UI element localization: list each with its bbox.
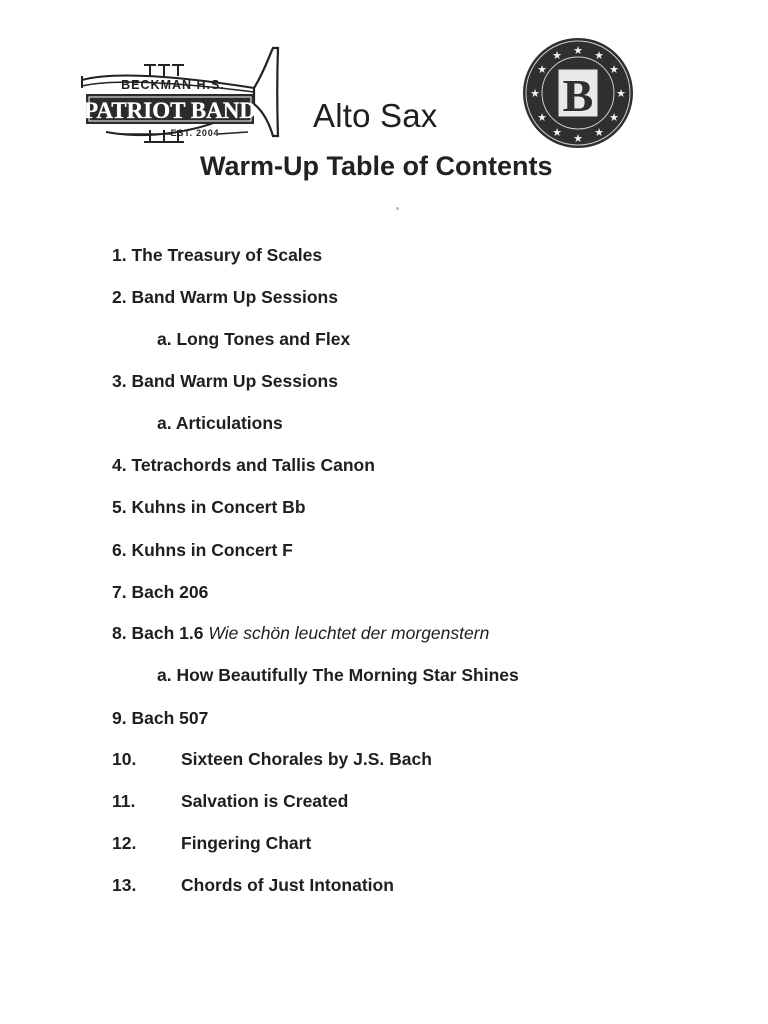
svg-text:★: ★ (573, 132, 583, 145)
toc-item-italic-title: Wie schön leuchtet der morgenstern (208, 623, 490, 643)
svg-text:★: ★ (552, 49, 562, 62)
svg-text:★: ★ (537, 63, 547, 76)
svg-text:★: ★ (594, 49, 604, 62)
toc-item: 4. Tetrachords and Tallis Canon (112, 455, 375, 475)
toc-item: 7. Bach 206 (112, 582, 209, 602)
svg-text:★: ★ (530, 87, 540, 100)
toc-subitem: a. Long Tones and Flex (157, 329, 351, 349)
svg-text:★: ★ (537, 111, 547, 124)
toc-item: 9. Bach 507 (112, 708, 209, 728)
logo-est-text: EST. 2004 (170, 128, 220, 138)
svg-text:★: ★ (609, 63, 619, 76)
page-subtitle: Warm-Up Table of Contents (200, 151, 553, 181)
svg-text:★: ★ (609, 111, 619, 124)
toc-item: 12. Fingering Chart (112, 833, 312, 853)
svg-text:★: ★ (552, 126, 562, 139)
seal-letter: B (562, 70, 594, 121)
svg-text:★: ★ (573, 44, 583, 57)
toc-item: 8. Bach 1.6 Wie schön leuchtet der morgenstern (112, 623, 490, 643)
toc-item: 13. Chords of Just Intonation (112, 875, 394, 895)
toc-subitem: a. How Beautifully The Morning Star Shines (157, 665, 519, 685)
svg-text:★: ★ (616, 87, 626, 100)
toc-item: 5. Kuhns in Concert Bb (112, 497, 306, 517)
toc-subitem: a. Articulations (157, 413, 283, 433)
toc-item: 6. Kuhns in Concert F (112, 540, 293, 560)
page-title: Alto Sax (313, 97, 438, 134)
toc-item: 1. The Treasury of Scales (112, 245, 323, 265)
toc-item: 10. Sixteen Chorales by J.S. Bach (112, 749, 432, 769)
logo-top-text: BECKMAN H.S. (121, 78, 225, 92)
svg-text:★: ★ (594, 126, 604, 139)
toc-item: 2. Band Warm Up Sessions (112, 287, 338, 307)
logo-main-text: PATRIOT BAND (84, 98, 256, 123)
toc-item: 3. Band Warm Up Sessions (112, 371, 338, 391)
toc-item: 11. Salvation is Created (112, 791, 349, 811)
